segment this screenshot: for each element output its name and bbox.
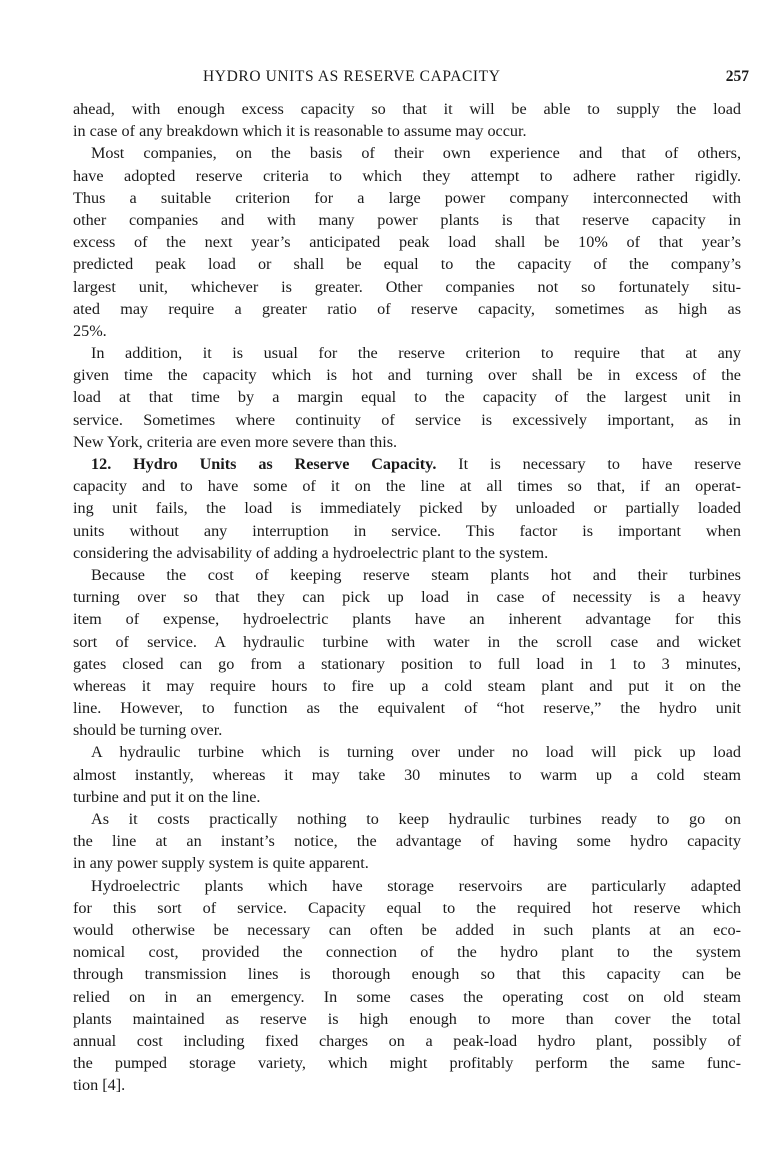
paragraph [73,875,741,1097]
text-line: 25%. [73,321,107,340]
text-line: should be turning over. [73,721,223,740]
text-line: predicted peak load or shall be equal to the capacity of the company’s [73,255,741,274]
text-line: units without any interruption in service. This factor is important when [73,521,741,540]
text-line: excess of the next year’s anticipated peak load shall be 10% of that year’s [73,233,741,252]
text-line: A hydraulic turbine which is turning over under no load will pick up load [91,743,741,762]
text-line: Most companies, on the basis of their own experience and that of others, [91,144,741,163]
text-line: ated may require a greater ratio of reserve capacity, sometimes as high as [73,299,741,318]
text-line: sort of service. A hydraulic turbine with water in the scroll case and wicket [73,632,741,651]
text-line: whereas it may require hours to fire up a cold steam plant and put it on the [73,676,741,695]
text-line: nomical cost, provided the connection of the hydro plant to the system [73,943,741,962]
text-line: considering the advisability of adding a hydroelectric plant to the system. [73,543,549,562]
text-line: ing unit fails, the load is immediately picked by unloaded or partially loaded [73,499,741,518]
line-text: It is necessary to have reserve [458,455,742,473]
text-line: Thus a suitable criterion for a large power company interconnected with [73,188,741,207]
text-line [73,453,741,475]
text-line: load at that time by a margin equal to the capacity of the largest unit in [73,388,741,407]
text-line: the line at an instant’s notice, the advantage of having some hydro capacity [73,832,741,851]
text-line: annual cost including fixed charges on a peak-load hydro plant, possibly of [73,1031,741,1050]
text-line: given time the capacity which is hot and turning over shall be in excess of the [73,366,741,385]
paragraph [73,808,741,875]
text-line: through transmission lines is thorough enough so that this capacity can be [73,965,741,984]
text-line: have adopted reserve criteria to which they attempt to adhere rather rigidly. [73,166,741,185]
text-line: other companies and with many power plants is that reserve capacity in [73,210,741,229]
text-line: in any power supply system is quite apparent. [73,854,369,873]
paragraph [73,342,741,453]
paragraph [73,564,741,742]
running-head: HYDRO UNITS AS RESERVE CAPACITY [203,68,501,85]
text-line: largest unit, whichever is greater. Other companies not so fortunately situ- [73,277,741,296]
paragraph [73,142,741,342]
paragraph [73,741,741,808]
text-line: New York, criteria are even more severe than this. [73,432,398,451]
text-line: for this sort of service. Capacity equal to the required hot reserve which [73,898,741,917]
text-line: almost instantly, whereas it may take 30 minutes to warm up a cold steam [73,765,741,784]
text-line: ahead, with enough excess capacity so that it will be able to supply the load [73,100,741,118]
text-line: Because the cost of keeping reserve steam plants hot and their turbines [91,565,741,584]
text-line: capacity and to have some of it on the line at all times so that, if an operat- [73,477,741,496]
section-heading: 12. Hydro Units as Reserve Capacity. [91,455,437,473]
text-line: the pumped storage variety, which might profitably perform the same func- [73,1054,741,1073]
paragraph [73,98,741,142]
text-line: In addition, it is usual for the reserve criterion to require that at any [91,344,741,363]
text-line: turbine and put it on the line. [73,787,261,806]
text-line: item of expense, hydroelectric plants have an inherent advantage for this [73,610,741,629]
text-line: service. Sometimes where continuity of service is excessively important, as in [73,410,741,429]
text-line: As it costs practically nothing to keep hydraulic turbines ready to go on [91,810,741,828]
text-line: tion [4]. [73,1076,126,1095]
page-header [73,68,749,90]
text-line: plants maintained as reserve is high enough to more than cover the total [73,1009,741,1028]
text-line: line. However, to function as the equivalent of “hot reserve,” the hydro unit [73,699,741,718]
body-text [73,98,741,1096]
text-line: would otherwise be necessary can often be added in such plants at an eco- [73,920,741,939]
text-line: relied on in an emergency. In some cases the operating cost on old steam [73,987,741,1006]
section-paragraph [73,453,741,564]
text-line: Hydroelectric plants which have storage reservoirs are particularly adapted [91,876,741,895]
text-line: in case of any breakdown which it is reasonable to assume may occur. [73,122,527,141]
text-line: gates closed can go from a stationary position to full load in 1 to 3 minutes, [73,654,741,673]
page-number: 257 [725,68,749,85]
text-line: turning over so that they can pick up load in case of necessity is a heavy [73,588,741,607]
